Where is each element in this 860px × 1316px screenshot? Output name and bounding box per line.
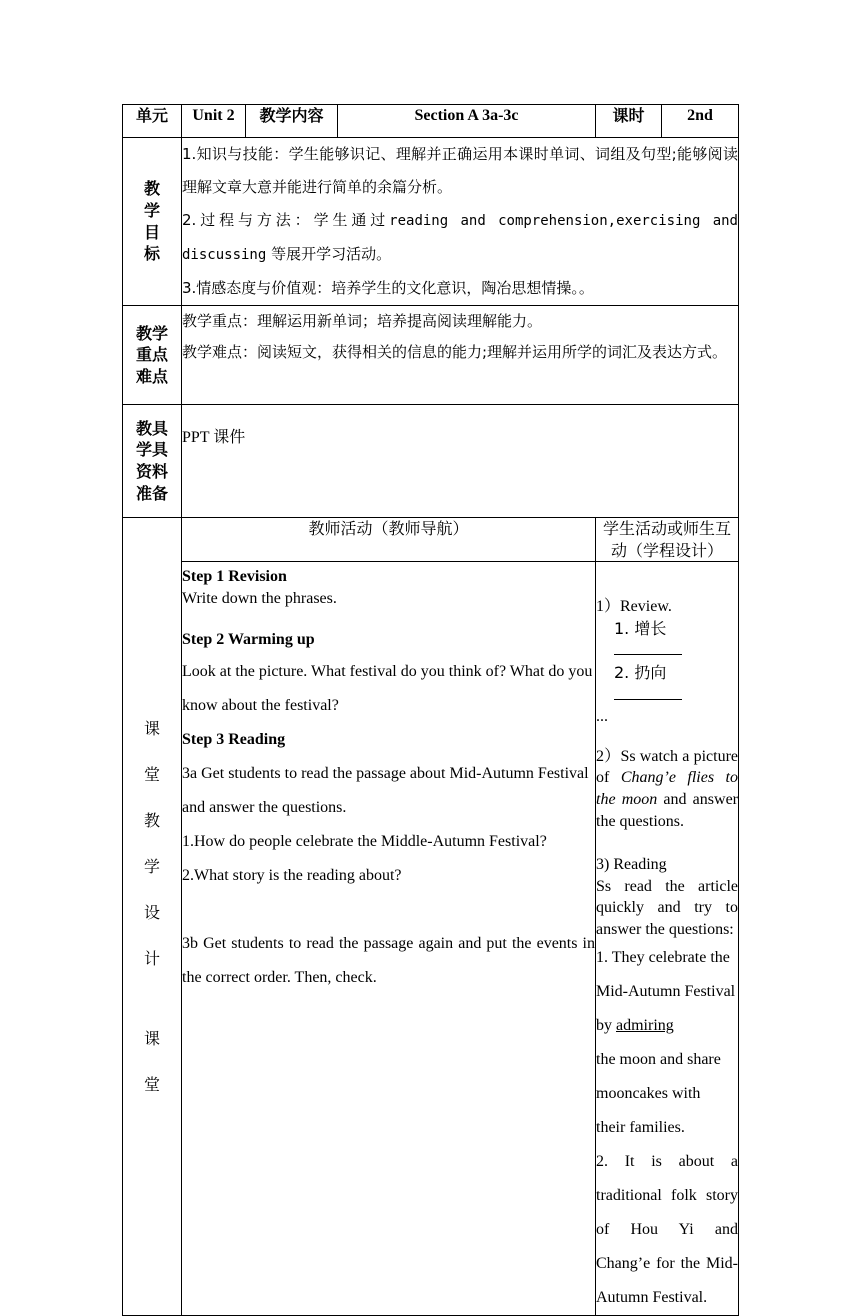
objective-attitude: 3.情感态度与价值观：培养学生的文化意识，陶冶思想情操。。 bbox=[182, 279, 594, 297]
lesson-plan-table bbox=[122, 104, 739, 1316]
reading-text: Ss read the article quickly and try to answer the questions: bbox=[596, 877, 738, 938]
key-points-label: 教学 重点 难点 bbox=[123, 306, 182, 405]
design-header-row bbox=[123, 518, 739, 562]
step2-title: Step 2 Warming up bbox=[182, 631, 315, 649]
design-body-row bbox=[123, 562, 739, 1315]
answer-blank bbox=[614, 685, 682, 700]
step3-title: Step 3 Reading bbox=[182, 730, 286, 748]
tools-content: PPT 课件 bbox=[182, 405, 739, 518]
objective-process: 2.过程与方法：学生通过reading and comprehension,exercising and discussing 等展开学习活动。 bbox=[182, 211, 738, 263]
warming-activity: 2）Ss watch a picture of Chang’e flies to the moon and answer the questions. bbox=[596, 747, 738, 830]
question-1: 1.How do people celebrate the Middle-Autumn Festival? bbox=[182, 832, 547, 850]
review-item-1: 1. 增长 bbox=[596, 618, 738, 662]
step3-3a-text: 3a Get students to read the passage about Mid-Autumn Festival and answer the questions. bbox=[182, 764, 589, 816]
step2-text: Look at the picture. What festival do you think of? What do you know about the festival? bbox=[182, 662, 593, 714]
tools-row bbox=[123, 405, 739, 518]
objectives-row bbox=[123, 138, 739, 306]
answer-1-line-3: the moon and share mooncakes with bbox=[596, 1050, 721, 1102]
objective-knowledge: 1.知识与技能：学生能够识记、理解并正确运用本课时单词、词组及句型;能够阅读理解文章大意并能进行简单的余篇分析。 bbox=[182, 145, 738, 196]
reading-title: 3) Reading bbox=[596, 856, 667, 874]
step1-title: Step 1 Revision bbox=[182, 568, 287, 586]
ellipsis: ... bbox=[596, 708, 608, 726]
answer-1-line-1: 1. They celebrate the bbox=[596, 948, 730, 966]
teacher-activity-header: 教师活动（教师导航） bbox=[182, 518, 596, 562]
step3-3b-text: 3b Get students to read the passage again and put the events in the correct order. Then, check. bbox=[182, 934, 595, 986]
answer-blank bbox=[614, 640, 682, 655]
objectives-label: 教 学 目 标 bbox=[123, 138, 182, 306]
objectives-content bbox=[182, 138, 739, 306]
tools-label: 教具 学具 资料 准备 bbox=[123, 405, 182, 518]
key-point: 教学重点：理解运用新单词；培养提高阅读理解能力。 bbox=[182, 312, 543, 330]
content-value: Section A 3a-3c bbox=[338, 105, 596, 138]
unit-label: 单元 bbox=[123, 105, 182, 138]
header-row bbox=[123, 105, 739, 138]
step1-text: Write down the phrases. bbox=[182, 589, 337, 607]
question-2: 2.What story is the reading about? bbox=[182, 866, 402, 884]
answer-2: 2. It is about a traditional folk story of Hou Yi and Chang’e for the Mid-Autumn Festival. bbox=[596, 1152, 738, 1306]
design-side-label: 课 堂 教 学 设 计 课 堂 bbox=[123, 518, 182, 1316]
unit-value: Unit 2 bbox=[182, 105, 246, 138]
content-label: 教学内容 bbox=[246, 105, 338, 138]
difficult-point: 教学难点：阅读短文，获得相关的信息的能力;理解并运用所学的词汇及表达方式。 bbox=[182, 343, 728, 361]
answer-1-line-4: their families. bbox=[596, 1118, 685, 1136]
teacher-activity-content bbox=[182, 562, 596, 1315]
student-activity-content bbox=[596, 562, 739, 1315]
key-points-content bbox=[182, 306, 739, 405]
key-points-row bbox=[123, 306, 739, 405]
student-activity-header: 学生活动或师生互动（学程设计） bbox=[596, 518, 739, 562]
answer-1-line-2: Mid-Autumn Festival by admiring bbox=[596, 982, 736, 1034]
review-title: 1）Review. bbox=[596, 598, 672, 616]
period-value: 2nd bbox=[662, 105, 739, 138]
period-label: 课时 bbox=[596, 105, 662, 138]
review-item-2: 2. 扔向 bbox=[596, 662, 738, 706]
